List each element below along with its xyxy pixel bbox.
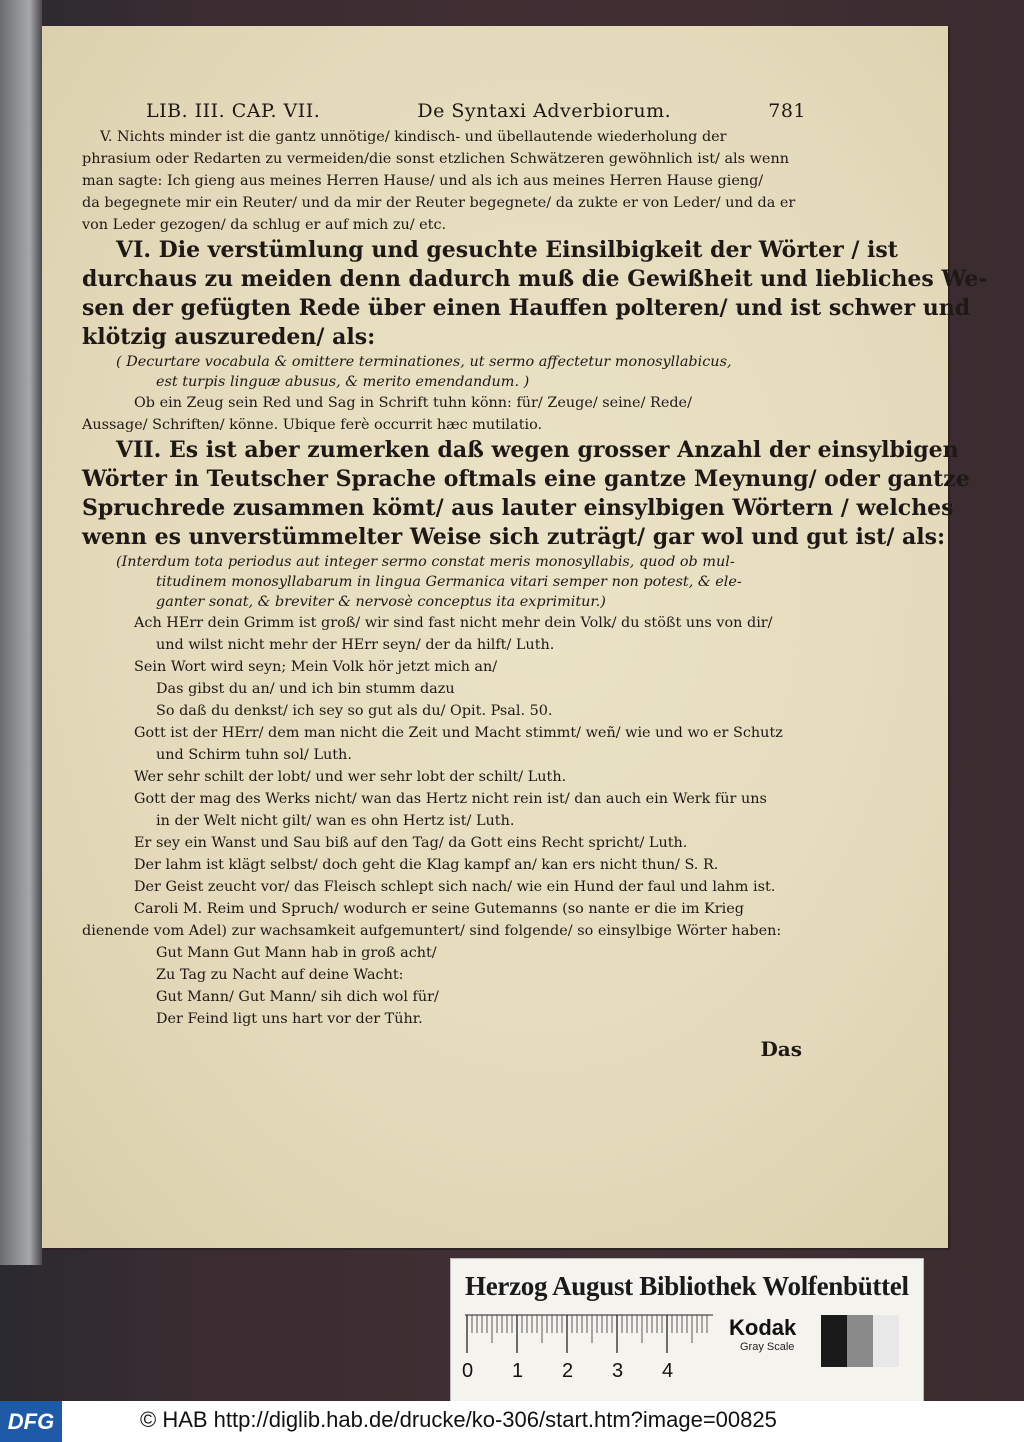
- ruler-number: 2: [562, 1360, 574, 1382]
- text-line: Gott ist der HErr/ dem man nicht die Zeit und Macht stimmt/ weñ/ wie und wo er Schutz: [134, 725, 783, 741]
- dfg-logo: DFG: [0, 1401, 62, 1442]
- header-chapter: LIB. III. CAP. VII.: [146, 100, 321, 122]
- gray-scale-label: Gray Scale: [740, 1341, 795, 1353]
- page-text: [82, 100, 988, 1061]
- text-line: Wer sehr schilt der lobt/ und wer sehr lobt der schilt/ Luth.: [134, 769, 567, 785]
- text-line: Der Feind ligt uns hart vor der Tühr.: [156, 1011, 423, 1027]
- text-line: Ach HErr dein Grimm ist groß/ wir sind fast nicht mehr dein Volk/ du stößt uns von dir/: [134, 615, 773, 631]
- ruler-number: 0: [462, 1360, 474, 1382]
- text-line: Wörter in Teutscher Sprache oftmals eine gantze Meynung/ oder gantze: [82, 466, 970, 492]
- text-line: dienende vom Adel) zur wachsamkeit aufgemuntert/ sind folgende/ so einsylbige Wörter haben:: [82, 923, 782, 939]
- ruler-number: 3: [612, 1360, 624, 1382]
- page-number: 781: [768, 100, 806, 122]
- text-line: Der lahm ist klägt selbst/ doch geht die Klag kampf an/ kan ers nicht thun/ S. R.: [134, 857, 719, 873]
- text-line: est turpis linguæ abusus, & merito emendandum. ): [156, 374, 530, 390]
- text-line: phrasium oder Redarten zu vermeiden/die sonst etzlichen Schwätzeren gewöhnlich ist/ als wenn: [82, 151, 789, 167]
- text-line: Spruchrede zusammen kömt/ aus lauter einsylbigen Wörtern / welches: [82, 495, 954, 521]
- text-line: und wilst nicht mehr der HErr seyn/ der da hilft/ Luth.: [156, 637, 555, 653]
- copyright-link[interactable]: © HAB http://diglib.hab.de/drucke/ko-306/start.htm?image=00825: [140, 1407, 777, 1432]
- ruler-graphic: [462, 1311, 715, 1395]
- library-name: Herzog August Bibliothek Wolfenbüttel: [465, 1271, 909, 1301]
- text-line: man sagte: Ich gieng aus meines Herren Hause/ und als ich aus meines Herren Hause gieng/: [82, 173, 764, 189]
- text-line: V. Nichts minder ist die gantz unnötige/ kindisch- und übellautende wiederholung der: [100, 129, 727, 145]
- text-line: Gott der mag des Werks nicht/ wan das Hertz nicht rein ist/ dan auch ein Werk für uns: [134, 791, 767, 807]
- ruler-number: 1: [512, 1360, 524, 1382]
- text-line: Der Geist zeucht vor/ das Fleisch schlept sich nach/ wie ein Hund der faul und lahm ist.: [134, 879, 776, 895]
- text-line: klötzig auszureden/ als:: [82, 324, 376, 350]
- library-label-card: [450, 1258, 924, 1402]
- text-line: Gut Mann Gut Mann hab in groß acht/: [156, 945, 437, 961]
- text-lines: [82, 126, 988, 1030]
- text-line: durchaus zu meiden denn dadurch muß die Gewißheit und liebliches We-: [82, 266, 988, 292]
- gray-patch-white: [873, 1315, 899, 1367]
- text-line: titudinem monosyllabarum in lingua Germanica vitari semper non potest, & ele-: [156, 574, 742, 590]
- text-line: Aussage/ Schriften/ könne. Ubique ferè occurrit hæc mutilatio.: [82, 417, 543, 433]
- text-line: wenn es unverstümmelter Weise sich zuträgt/ gar wol und gut ist/ als:: [82, 524, 946, 550]
- ruler-number: 4: [662, 1360, 674, 1382]
- text-line: Gut Mann/ Gut Mann/ sih dich wol für/: [156, 989, 439, 1005]
- text-line: ganter sonat, & breviter & nervosè conceptus ita exprimitur.): [156, 594, 606, 610]
- gray-patch-black: [821, 1315, 847, 1367]
- text-line: Caroli M. Reim und Spruch/ wodurch er seine Gutemanns (so nante er die im Krieg: [134, 901, 745, 917]
- catchword: Das: [760, 1037, 802, 1061]
- text-line: Er sey ein Wanst und Sau biß auf den Tag/ da Gott eins Recht spricht/ Luth.: [134, 835, 688, 851]
- running-header: [146, 100, 806, 122]
- text-line: in der Welt nicht gilt/ wan es ohn Hertz ist/ Luth.: [156, 813, 515, 829]
- text-line: und Schirm tuhn sol/ Luth.: [156, 747, 352, 763]
- text-line: sen der gefügten Rede über einen Hauffen polteren/ und ist schwer und: [82, 295, 971, 321]
- text-line: (Interdum tota periodus aut integer sermo constat meris monosyllabis, quod ob mul-: [116, 554, 735, 570]
- footer-bar: [0, 1401, 1024, 1442]
- scanner-edge: [0, 0, 42, 1265]
- text-line: So daß du denkst/ ich sey so gut als du/ Opit. Psal. 50.: [156, 703, 553, 719]
- text-line: Das gibst du an/ und ich bin stumm dazu: [156, 681, 455, 697]
- text-line: da begegnete mir ein Reuter/ und da mir der Reuter begegnete/ da zukte er von Leder/ und da er: [82, 195, 796, 211]
- text-line: Zu Tag zu Nacht auf deine Wacht:: [156, 967, 404, 983]
- gray-patch-mid: [847, 1315, 873, 1367]
- text-line: ( Decurtare vocabula & omittere terminationes, ut sermo affectetur monosyllabicus,: [116, 354, 732, 370]
- text-line: Sein Wort wird seyn; Mein Volk hör jetzt mich an/: [134, 659, 498, 675]
- scale-ruler: [462, 1311, 715, 1395]
- text-line: VII. Es ist aber zumerken daß wegen grosser Anzahl der einsylbigen: [116, 437, 959, 463]
- header-title: De Syntaxi Adverbiorum.: [417, 100, 672, 122]
- text-line: VI. Die verstümlung und gesuchte Einsilbigkeit der Wörter / ist: [116, 237, 898, 263]
- text-line: Ob ein Zeug sein Red und Sag in Schrift tuhn könn: für/ Zeuge/ seine/ Rede/: [134, 395, 692, 411]
- kodak-logo: Kodak: [729, 1315, 797, 1340]
- text-line: von Leder gezogen/ da schlug er auf mich zu/ etc.: [82, 217, 447, 233]
